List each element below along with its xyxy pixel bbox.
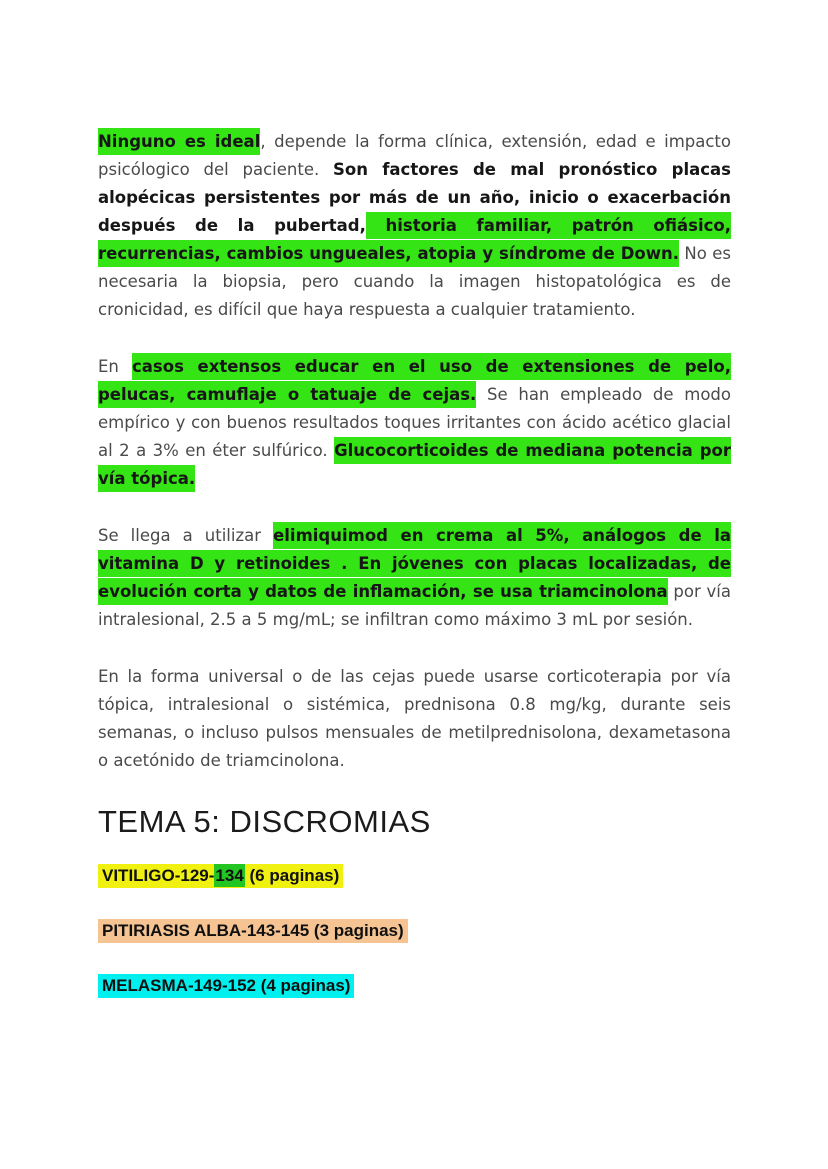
text-segment: , depende la forma clínica, extensión, edad e impacto psicólogico del paciente. bbox=[98, 132, 731, 179]
text-segment: por vía intralesional, 2.5 a 5 mg/mL; se infiltran como máximo 3 mL por sesión. bbox=[98, 582, 731, 629]
topic-item-pitiriasis-alba bbox=[98, 919, 731, 943]
bold-text: Son factores de mal pronóstico placas alopécicas persistentes por más de un año, inicio o exacerbación después de la pubertad, bbox=[98, 160, 731, 235]
topic-item-melasma bbox=[98, 974, 731, 998]
text-segment: Se llega a utilizar bbox=[98, 526, 274, 545]
highlighted-text: Glucocorticoides de mediana potencia por vía tópica. bbox=[98, 437, 731, 492]
section-heading: TEMA 5: DISCROMIAS bbox=[98, 804, 431, 839]
topic-text: VITILIGO-129- bbox=[102, 866, 215, 885]
peach-highlight: PITIRIASIS ALBA-143-145 (3 paginas) bbox=[98, 919, 408, 943]
cyan-highlight: MELASMA-149-152 (4 paginas) bbox=[98, 974, 354, 998]
yellow-highlight bbox=[98, 864, 343, 888]
paragraph-treatment-prognosis bbox=[98, 128, 731, 324]
highlighted-text: casos extensos educar en el uso de extensiones de pelo, pelucas, camuflaje o tatuaje de cejas. bbox=[98, 353, 731, 408]
paragraph-topical-options bbox=[98, 522, 731, 634]
text-segment: Se han empleado de modo empírico y con buenos resultados toques irritantes con ácido acético glacial al 2 a 3% en éter sulfúrico. bbox=[98, 385, 731, 460]
topic-item-vitiligo bbox=[98, 864, 731, 888]
highlighted-text: elimiquimod en crema al 5%, análogos de la vitamina D y retinoides . En jóvenes con placas localizadas, de evolución corta y datos de inflamación, se usa triamcinolona bbox=[98, 522, 731, 605]
paragraph-universal-form bbox=[98, 663, 731, 775]
text-segment: En bbox=[98, 357, 132, 376]
highlighted-text: Ninguno es ideal bbox=[98, 128, 260, 155]
highlighted-text: historia familiar, patrón ofiásico, recurrencias, cambios ungueales, atopia y síndrome de Down. bbox=[98, 212, 731, 267]
text-segment: No es necesaria la biopsia, pero cuando la imagen histopatológica es de cronicidad, es difícil que haya respuesta a cualquier tratamiento. bbox=[98, 244, 731, 319]
topic-text: (6 paginas) bbox=[244, 866, 340, 885]
paragraph-extensive-cases bbox=[98, 353, 731, 493]
text-segment: En la forma universal o de las cejas puede usarse corticoterapia por vía tópica, intralesional o sistémica, prednisona 0.8 mg/kg, durante seis semanas, o incluso pulsos mensuales de metilprednisolona, dexametasona o acetónido de triamcinolona. bbox=[98, 667, 731, 770]
green-highlight-page-number: 134 bbox=[215, 866, 244, 885]
